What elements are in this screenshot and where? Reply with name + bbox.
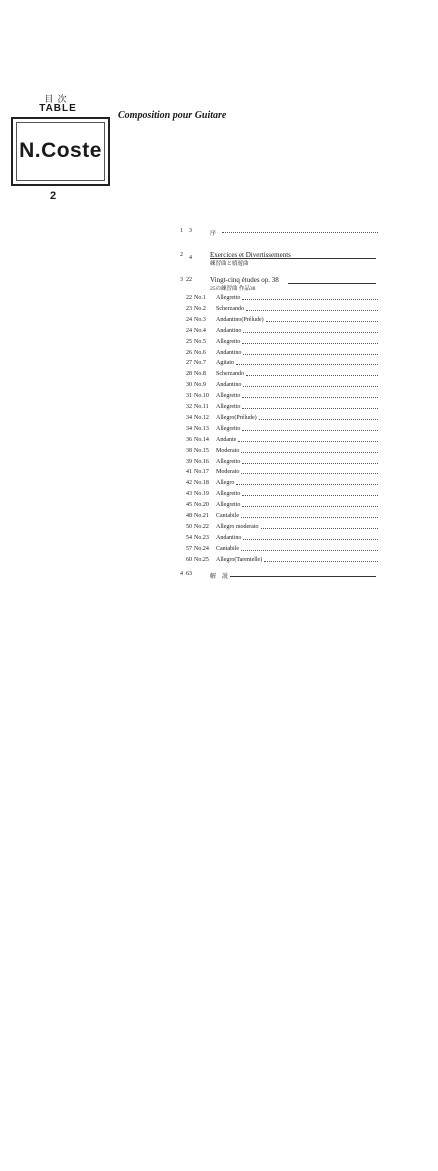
etude-entry[interactable] bbox=[180, 480, 390, 490]
section-subtitle: 練習曲と嬉遊曲 bbox=[210, 261, 249, 267]
dot-leader bbox=[243, 386, 378, 387]
etude-title: Scherzando bbox=[216, 305, 244, 312]
etude-page: 45 bbox=[186, 502, 192, 509]
etude-number: No.8 bbox=[194, 371, 206, 378]
etude-number: No.15 bbox=[194, 447, 209, 454]
etude-title: Allegretto bbox=[216, 458, 241, 465]
etude-page: 24 bbox=[186, 316, 192, 323]
etude-entry[interactable] bbox=[180, 513, 390, 523]
etude-title: Allegro(Prélude) bbox=[216, 414, 257, 421]
etude-page: 28 bbox=[186, 371, 192, 378]
dot-leader bbox=[243, 354, 378, 355]
etude-title: Allegretto bbox=[216, 404, 241, 410]
etude-number: No.17 bbox=[194, 469, 209, 476]
etude-page: 22 bbox=[186, 295, 192, 301]
etude-entry[interactable] bbox=[180, 459, 390, 469]
etude-number: No.6 bbox=[194, 349, 206, 356]
etude-number: No.20 bbox=[194, 502, 209, 509]
section-underline bbox=[210, 258, 376, 259]
etude-title: Moderato bbox=[216, 469, 240, 476]
etude-entry[interactable] bbox=[180, 415, 390, 425]
etude-page: 50 bbox=[186, 523, 192, 530]
etude-page: 34 bbox=[186, 425, 192, 432]
etude-page: 31 bbox=[186, 393, 192, 400]
etude-entry[interactable] bbox=[180, 491, 390, 501]
composer-frame bbox=[11, 117, 110, 186]
section-subtitle: 25の練習曲 作品38 bbox=[210, 286, 256, 292]
etude-number: No.16 bbox=[194, 458, 209, 465]
dot-leader bbox=[242, 299, 378, 300]
dot-leader bbox=[238, 441, 378, 442]
etude-page: 54 bbox=[186, 534, 192, 541]
section-page: 3 bbox=[189, 228, 192, 234]
section-title: 解 説 bbox=[210, 574, 229, 580]
etude-title: Andante bbox=[216, 436, 237, 443]
etude-page: 57 bbox=[186, 545, 192, 552]
toc-section[interactable] bbox=[180, 228, 390, 238]
etude-page: 27 bbox=[186, 360, 192, 367]
etude-entry[interactable] bbox=[180, 360, 390, 370]
etude-entry[interactable] bbox=[180, 469, 390, 479]
etude-page: 23 bbox=[186, 305, 192, 312]
etude-entry[interactable] bbox=[180, 557, 390, 567]
etude-title: Allegretto bbox=[216, 502, 241, 509]
etude-entry[interactable] bbox=[180, 371, 390, 381]
etude-title: Andantino bbox=[216, 327, 242, 334]
etude-title: Allegro(Tarentelle) bbox=[216, 556, 263, 563]
dot-leader bbox=[259, 419, 378, 420]
etude-title: Andantino bbox=[216, 382, 242, 389]
etude-entry[interactable] bbox=[180, 404, 390, 414]
etude-entry[interactable] bbox=[180, 317, 390, 327]
collection-subtitle: Composition pour Guitare bbox=[118, 110, 227, 121]
etude-entry[interactable] bbox=[180, 437, 390, 447]
etude-title: Allegretto bbox=[216, 338, 241, 345]
etude-page: 42 bbox=[186, 480, 192, 487]
section-underline bbox=[288, 283, 376, 284]
etude-number: No.23 bbox=[194, 534, 209, 541]
etude-number: No.22 bbox=[194, 523, 209, 530]
etude-page: 43 bbox=[186, 491, 192, 498]
etude-entry[interactable] bbox=[180, 393, 390, 403]
etude-page: 25 bbox=[186, 338, 192, 345]
dot-leader bbox=[241, 517, 378, 518]
etude-title: Allegretto bbox=[216, 425, 241, 432]
composer-name: N.Coste bbox=[19, 139, 102, 162]
etude-title: Allegretto bbox=[216, 295, 241, 301]
dot-leader bbox=[241, 550, 378, 551]
dot-leader bbox=[264, 561, 378, 562]
etude-title: Agitato bbox=[216, 360, 234, 367]
japanese-heading: 目 次 bbox=[44, 94, 68, 104]
etude-number: No.9 bbox=[194, 382, 206, 389]
etude-entry[interactable] bbox=[180, 448, 390, 458]
etude-number: No.5 bbox=[194, 338, 206, 345]
etude-entry[interactable] bbox=[180, 306, 390, 316]
dot-leader bbox=[246, 310, 378, 311]
etude-entry[interactable] bbox=[180, 328, 390, 338]
dot-leader bbox=[236, 484, 378, 485]
section-underline bbox=[230, 576, 376, 577]
etude-title: Cantabile bbox=[216, 513, 239, 519]
section-page: 4 bbox=[189, 255, 192, 261]
dot-leader bbox=[242, 397, 378, 398]
dot-leader bbox=[242, 430, 378, 431]
etude-title: Andantino(Prélude) bbox=[216, 316, 264, 323]
etude-title: Allegro moderato bbox=[216, 523, 259, 530]
dot-leader bbox=[236, 364, 378, 365]
dot-leader bbox=[242, 408, 378, 409]
etude-number: No.2 bbox=[194, 305, 206, 312]
etude-number: No.13 bbox=[194, 425, 209, 432]
dot-leader bbox=[242, 506, 378, 507]
section-title: 序 bbox=[210, 231, 217, 237]
etude-number: No.21 bbox=[194, 513, 209, 519]
etude-page: 60 bbox=[186, 556, 192, 563]
etude-page: 34 bbox=[186, 414, 192, 421]
etude-page: 48 bbox=[186, 513, 192, 519]
etude-title: Andantino bbox=[216, 534, 242, 541]
etude-entry[interactable] bbox=[180, 350, 390, 360]
etude-title: Allegretto bbox=[216, 491, 241, 498]
etude-entry[interactable] bbox=[180, 382, 390, 392]
etude-page: 38 bbox=[186, 447, 192, 454]
etude-number: No.4 bbox=[194, 327, 206, 334]
etude-entry[interactable] bbox=[180, 426, 390, 436]
section-title: Exercices et Divertissements bbox=[210, 251, 291, 259]
toc-section[interactable] bbox=[180, 571, 390, 581]
etude-entry[interactable] bbox=[180, 339, 390, 349]
etude-page: 36 bbox=[186, 436, 192, 443]
etude-entry[interactable] bbox=[180, 502, 390, 512]
etude-number: No.25 bbox=[194, 556, 209, 563]
etude-page: 24 bbox=[186, 327, 192, 334]
section-page: 22 bbox=[186, 277, 192, 283]
dot-leader bbox=[241, 452, 378, 453]
section-number: 4 bbox=[180, 571, 183, 577]
section-title: Vingt-cinq études op. 38 bbox=[210, 276, 279, 284]
etude-title: Allegro bbox=[216, 480, 235, 487]
etude-entry[interactable] bbox=[180, 535, 390, 545]
etude-number: No.7 bbox=[194, 360, 206, 367]
volume-number: 2 bbox=[50, 190, 57, 202]
etude-number: No.24 bbox=[194, 545, 209, 552]
dot-leader bbox=[261, 528, 378, 529]
etude-number: No.10 bbox=[194, 393, 209, 400]
etude-title: Cantabile bbox=[216, 545, 239, 552]
section-number: 1 bbox=[180, 228, 183, 234]
etude-entry[interactable] bbox=[180, 524, 390, 534]
etude-title: Moderato bbox=[216, 447, 240, 454]
toc-section[interactable] bbox=[180, 277, 390, 291]
etude-title: Scherzando bbox=[216, 371, 244, 378]
etude-title: Andantino bbox=[216, 349, 242, 356]
etude-entry[interactable] bbox=[180, 295, 390, 305]
etude-number: No.18 bbox=[194, 480, 209, 487]
etude-number: No.3 bbox=[194, 316, 206, 323]
etude-page: 39 bbox=[186, 458, 192, 465]
etude-page: 30 bbox=[186, 382, 192, 389]
etude-number: No.12 bbox=[194, 414, 209, 421]
dot-leader bbox=[243, 332, 378, 333]
section-page: 63 bbox=[186, 571, 192, 577]
toc-section[interactable] bbox=[180, 252, 390, 266]
dot-leader bbox=[243, 539, 378, 540]
dot-leader bbox=[242, 343, 378, 344]
etude-page: 32 bbox=[186, 404, 192, 410]
section-number: 2 bbox=[180, 252, 183, 258]
section-number: 3 bbox=[180, 277, 183, 283]
etude-entry[interactable] bbox=[180, 546, 390, 556]
dot-leader bbox=[222, 232, 378, 233]
dot-leader bbox=[242, 463, 378, 464]
etude-number: No.19 bbox=[194, 491, 209, 498]
etude-number: No.11 bbox=[194, 404, 209, 410]
dot-leader bbox=[266, 321, 378, 322]
etude-number: No.1 bbox=[194, 295, 206, 301]
etude-page: 41 bbox=[186, 469, 192, 476]
etude-title: Allegretto bbox=[216, 393, 241, 400]
etude-page: 26 bbox=[186, 349, 192, 356]
table-heading: TABLE bbox=[39, 103, 77, 114]
etude-number: No.14 bbox=[194, 436, 209, 443]
dot-leader bbox=[246, 375, 378, 376]
dot-leader bbox=[241, 473, 378, 474]
dot-leader bbox=[242, 495, 378, 496]
